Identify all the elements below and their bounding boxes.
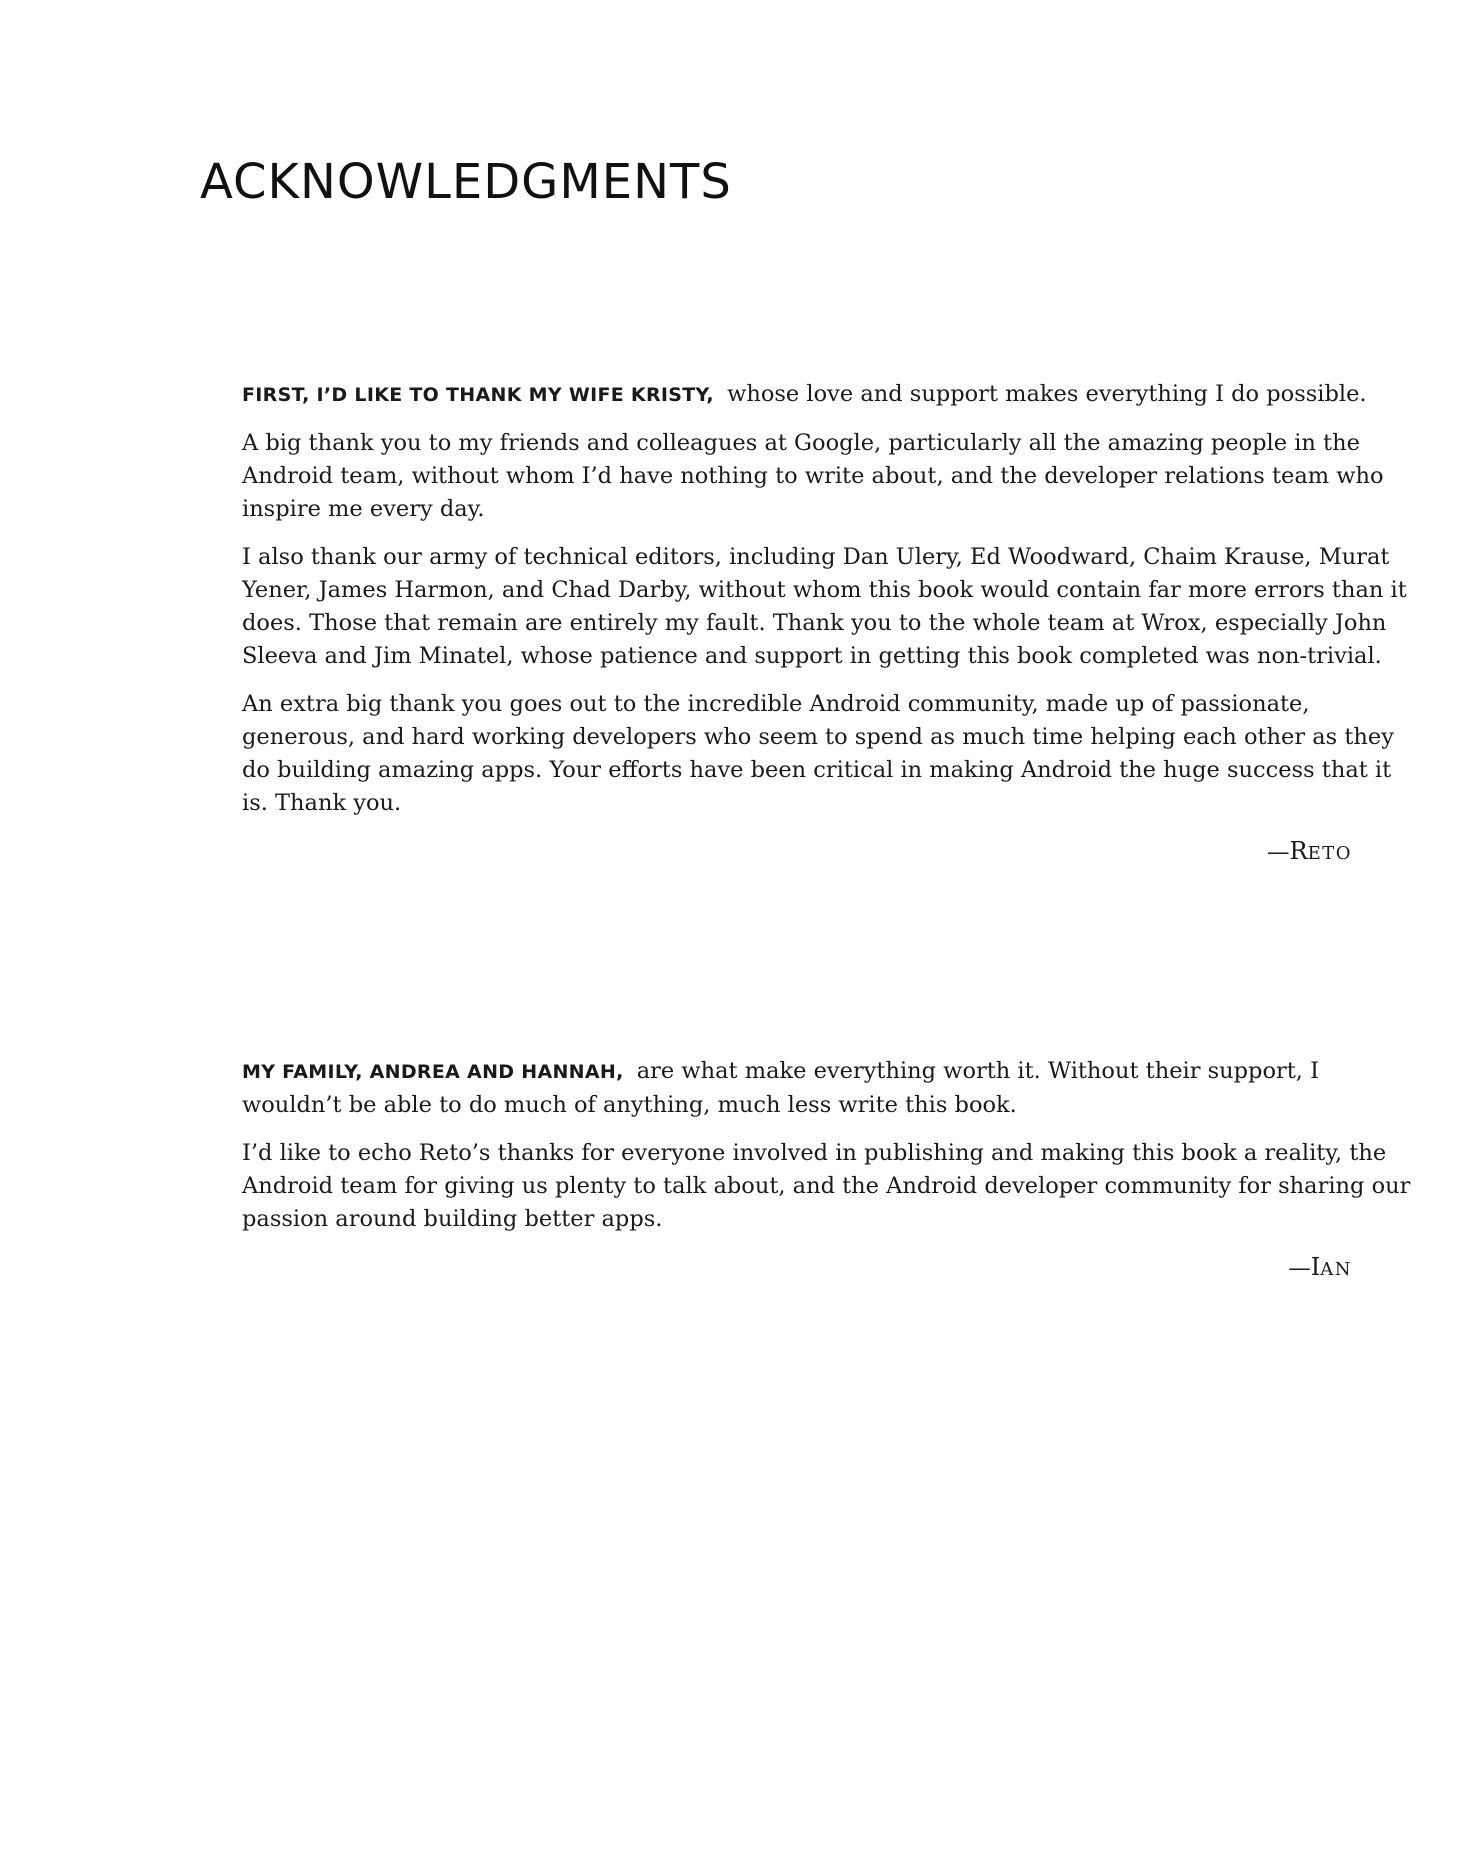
signature-reto (242, 835, 1412, 870)
lead-paragraph (242, 1055, 1412, 1122)
signature-initial: R (1289, 837, 1308, 865)
signature-dash: — (1288, 1255, 1311, 1281)
acknowledgment-section-ian (242, 1055, 1412, 1286)
lead-in-caps: MY FAMILY, ANDREA AND HANNAH, (242, 1061, 624, 1083)
page-title: ACKNOWLEDGMENTS (200, 154, 732, 210)
signature-initial: I (1310, 1253, 1321, 1281)
acknowledgment-section-reto (242, 378, 1412, 870)
lead-text: whose love and support makes everything I do possible. (727, 381, 1367, 407)
lead-text: are what make everything worth it. Without their support, I wouldn’t be able to do much of anything, much less write this book. (242, 1058, 1319, 1118)
lead-paragraph (242, 378, 1412, 412)
body-paragraph: A big thank you to my friends and colleagues at Google, particularly all the amazing people in the Android team, without whom I’d have nothing to write about, and the developer relations team who inspire me every day. (242, 430, 1384, 522)
body-paragraph: I also thank our army of technical editors, including Dan Ulery, Ed Woodward, Chaim Krause, Murat Yener, James Harmon, and Chad Darby, without whom this book would contain far more errors than it does. Those that remain are entirely my fault. Thank you to the whole team at Wrox, especially John Sleeva and Jim Minatel, whose patience and support in getting this book completed was non-trivial. (242, 544, 1407, 669)
body-paragraph: An extra big thank you goes out to the incredible Android community, made up of passionate, generous, and hard working developers who seem to spend as much time helping each other as they do building amazing apps. Your efforts have been critical in making Android the huge success that it is. Thank you. (242, 691, 1394, 816)
body-paragraph: I’d like to echo Reto’s thanks for everyone involved in publishing and making this book a reality, the Android team for giving us plenty to talk about, and the Android developer community for sharing our passion around building better apps. (242, 1140, 1411, 1232)
signature-rest: AN (1320, 1259, 1352, 1280)
signature-rest: ETO (1307, 843, 1352, 864)
signature-ian (242, 1251, 1412, 1286)
lead-in-caps: FIRST, I’D LIKE TO THANK MY WIFE KRISTY, (242, 384, 714, 406)
signature-dash: — (1267, 839, 1290, 865)
